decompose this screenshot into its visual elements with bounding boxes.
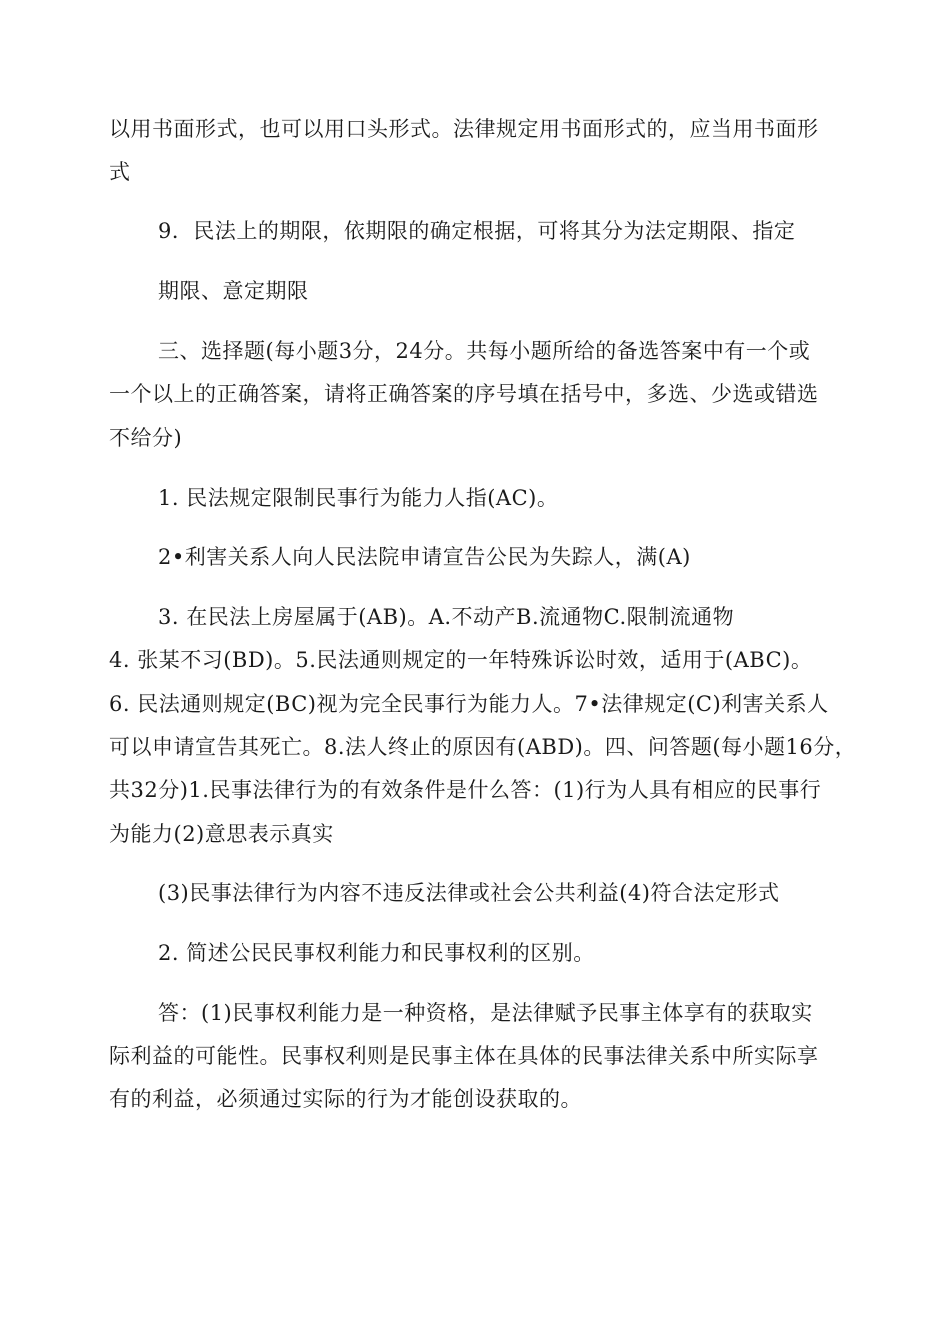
text-line: 以用书面形式，也可以用口头形式。法律规定用书面形式的，应当用书面形 xyxy=(109,117,819,141)
text-line: 三、选择题(每小题3分，24分。共每小题所给的备选答案中有一个或 xyxy=(158,339,811,363)
text-line: 式 xyxy=(109,160,131,184)
text-line: 不给分) xyxy=(109,426,183,450)
text-line: 际利益的可能性。民事权利则是民事主体在具体的民事法律关系中所实际享 xyxy=(109,1044,819,1068)
text-line: 4. 张某不习(BD)。5.民法通则规定的一年特殊诉讼时效，适用于(ABC)。 xyxy=(109,648,813,672)
text-line: 有的利益，必须通过实际的行为才能创设获取的。 xyxy=(109,1087,582,1111)
text-line: 共32分)1.民事法律行为的有效条件是什么答：(1)行为人具有相应的民事行 xyxy=(109,778,822,802)
text-line: 1. 民法规定限制民事行为能力人指(AC)。 xyxy=(158,486,559,510)
text-line: 2•利害关系人向人民法院申请宣告公民为失踪人，满(A) xyxy=(158,545,691,569)
text-line: 3. 在民法上房屋属于(AB)。A.不动产B.流通物C.限制流通物 xyxy=(158,605,735,629)
text-line: 6. 民法通则规定(BC)视为完全民事行为能力人。7•法律规定(C)利害关系人 xyxy=(109,692,829,716)
text-line: (3)民事法律行为内容不违反法律或社会公共利益(4)符合法定形式 xyxy=(158,881,780,905)
text-line: 9．民法上的期限，依期限的确定根据，可将其分为法定期限、指定 xyxy=(158,219,796,243)
text-line: 可以申请宣告其死亡。8.法人终止的原因有(ABD)。四、问答题(每小题16分， xyxy=(109,735,857,759)
text-line: 为能力(2)意思表示真实 xyxy=(109,822,334,846)
text-line: 2. 简述公民民事权利能力和民事权利的区别。 xyxy=(158,941,595,965)
text-line: 答：(1)民事权利能力是一种资格，是法律赋予民事主体享有的获取实 xyxy=(158,1001,813,1025)
text-line: 一个以上的正确答案，请将正确答案的序号填在括号中，多选、少选或错选 xyxy=(109,382,819,406)
text-line: 期限、意定期限 xyxy=(158,279,309,303)
